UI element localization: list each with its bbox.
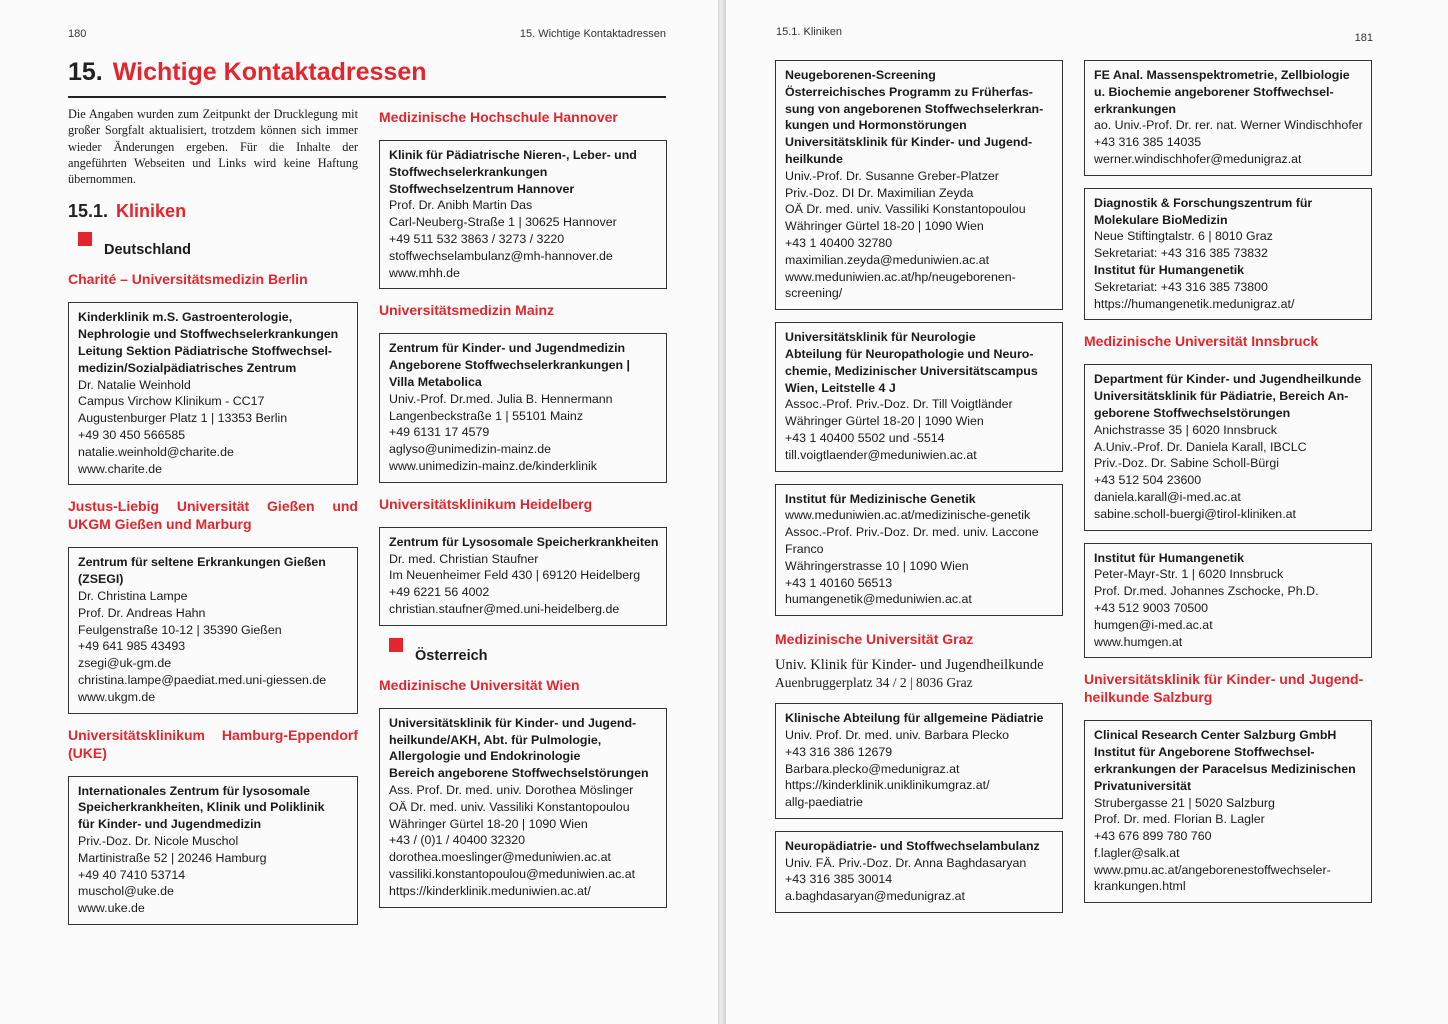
contact-line: +43 512 9003 70500 [1094,600,1209,615]
contact-title-line: Universitätsklinik für Kinder- und Jugend- [785,135,1033,150]
contact-line: daniela.karall@i-med.ac.at [1094,489,1241,504]
contact-box [379,333,667,482]
contact-line: https://kinderklinik.uniklinikumgraz.at/ [785,778,990,793]
contact-line: www.mhh.de [389,265,460,280]
contact-line: www.humgen.at [1094,634,1183,649]
institution-heading: Medizinische Universität Wien [379,676,580,693]
contact-title-line: Allergologie und Endokrinologie [389,749,581,764]
contact-line: +43 316 385 14035 [1094,135,1202,150]
contact-line: www.charite.de [78,461,163,476]
contact-title-line: Neuropädiatrie- und Stoffwechselambulanz [785,838,1040,853]
contact-line: +43 316 385 30014 [785,872,893,887]
contact-title-line: Zentrum für Lysosomale Speicherkrankheiten [389,534,659,549]
contact-line: ao. Univ.-Prof. Dr. rer. nat. Werner Windischhofer [1094,118,1363,133]
contact-line: OÄ Dr. med. univ. Vassiliki Konstantopoulou [389,799,630,814]
contact-line: Im Neuenheimer Feld 430 | 69120 Heidelberg [389,568,641,583]
contact-line: Prof. Dr. Andreas Hahn [78,605,206,620]
contact-line: werner.windischhofer@medunigraz.at [1094,151,1302,166]
contact-title-line: kungen und Hormonstörungen [785,118,967,133]
contact-line: +43 676 899 780 760 [1094,829,1212,844]
contact-line: www.unimedizin-mainz.de/kinderklinik [389,458,597,473]
contact-line: Dr. med. Christian Staufner [389,551,539,566]
contact-line: Währinger Gürtel 18-20 | 1090 Wien [389,816,588,831]
clinic-address: Auenbruggerplatz 34 / 2 | 8036 Graz [775,675,973,691]
contact-title-line: Institut für Humangenetik [1094,550,1245,565]
contact-line: +43 1 40160 56513 [785,575,893,590]
contact-line: natalie.weinhold@charite.de [78,444,234,459]
contact-line: Neue Stiftingtalstr. 6 | 8010 Graz [1094,229,1273,244]
institution-heading: Universitätsklinikum Hamburg-Eppendorf (UKE) [68,726,358,761]
contact-line: f.lagler@salk.at [1094,845,1180,860]
institution-list [1084,332,1372,903]
contact-line: dorothea.moeslinger@meduniwien.ac.at [389,850,611,865]
chapter-title [68,58,666,98]
institution-heading: Universitätsklinik für Kinder- und Jugend-heilkunde Salzburg [1084,671,1364,706]
institution-list [68,270,358,925]
contact-line: Priv.-Doz. DI Dr. Maximilian Zeyda [785,185,974,200]
contact-line: +49 641 985 43493 [78,639,186,654]
contact-title-line: Universitätsklinik für Pädiatrie, Bereich An- [1094,389,1349,404]
contact-title-line: Angeborene Stoffwechselerkrankungen | [389,358,631,373]
country-heading-deutschland [78,232,358,258]
contact-title-line: Institut für Angeborene Stoffwechsel- [1094,745,1315,760]
contact-title-line: Molekulare BioMedizin [1094,212,1228,227]
contact-line: Univ.-Prof. Dr. Susanne Greber-Platzer [785,168,999,183]
contact-line: Barbara.plecko@medunigraz.at [785,761,960,776]
chapter-title-text: Wichtige Kontaktadressen [112,58,427,86]
contact-line: a.baghdasaryan@medunigraz.at [785,889,965,904]
contact-line: humgen@i-med.ac.at [1094,617,1213,632]
institution-heading: Universitätsklinikum Heidelberg [379,495,593,512]
chapter-number: 15. [68,58,103,86]
contact-box [68,302,358,485]
contact-line: Währinger Gürtel 18-20 | 1090 Wien [785,219,984,234]
institution-heading: Justus-Liebig Universität Gießen und UKGM Gießen und Marburg [68,498,358,533]
contact-line: stoffwechselambulanz@mh-hannover.de [389,248,613,263]
contact-box [379,527,667,626]
right-page [726,0,1448,1024]
contact-line: Carl-Neuberg-Straße 1 | 30625 Hannover [389,215,617,230]
contact-line: Univ. FÄ. Priv.-Doz. Dr. Anna Baghdasaryan [785,855,1027,870]
contact-title-line: Abteilung für Neuropathologie und Neuro- [785,346,1034,361]
section-title-text: Kliniken [116,201,187,222]
contact-line: Sekretariat: +43 316 385 73832 [1094,246,1268,261]
contact-line: https://humangenetik.medunigraz.at/ [1094,296,1295,311]
institution-list [379,108,667,626]
contact-line: krankungen.html [1094,879,1186,894]
contact-box [68,547,358,713]
contact-box [775,831,1063,913]
contact-line: Dr. Christina Lampe [78,589,188,604]
contact-title-line: erkrankungen der Paracelsus Medizinischen [1094,761,1356,776]
contact-title-line: medizin/Sozialpädiatrisches Zentrum [78,360,297,375]
contact-title-line: Privatuniversität [1094,778,1192,793]
contact-box [775,322,1063,471]
institution-heading: Medizinische Universität Graz [775,631,974,648]
right-column-1 [775,60,1063,925]
contact-title-line: Stoffwechselerkrankungen [389,164,548,179]
contact-title-line: Klinik für Pädiatrische Nieren-, Leber- und [389,148,637,162]
contact-title-line: Stoffwechselzentrum Hannover [389,181,575,196]
contact-line: OÄ Dr. med. univ. Vassiliki Konstantopoulou [785,202,1026,217]
contact-title-line: Kinderklinik m.S. Gastroenterologie, [78,310,293,325]
contact-line: +43 512 504 23600 [1094,473,1202,488]
contact-title-line: u. Biochemie angeborener Stoffwechsel- [1094,84,1334,99]
contact-line: aglyso@unimedizin-mainz.de [389,442,552,457]
box-list [1084,60,1372,320]
contact-line: Assoc.-Prof. Priv.-Doz. Dr. Till Voigtländer [785,397,1013,412]
contact-line: +49 40 7410 53714 [78,867,186,882]
contact-title-line: Wien, Leitstelle 4 J [785,380,896,395]
country-heading-oesterreich [389,638,667,664]
page-number: 181 [1354,32,1373,44]
contact-line: Anichstrasse 35 | 6020 Innsbruck [1094,422,1277,437]
contact-title-line: Universitätsklinik für Neurologie [785,330,976,345]
contact-line: till.voigtlaender@meduniwien.ac.at [785,447,977,462]
contact-box [1084,720,1372,903]
contact-line: www.meduniwien.ac.at/medizinische-genetik [785,508,1031,523]
contact-title-line: Zentrum für Kinder- und Jugendmedizin [389,341,626,356]
running-head: 15. Wichtige Kontaktadressen [519,28,666,40]
contact-line: zsegi@uk-gm.de [78,656,172,671]
contact-line: +43 316 386 12679 [785,744,893,759]
contact-box [775,484,1063,617]
running-head: 15.1. Kliniken [776,26,843,38]
contact-title-line: chemie, Medizinischer Universitätscampus [785,363,1038,378]
section-number: 15.1. [68,201,109,222]
contact-title-line: Leitung Sektion Pädiatrische Stoffwechsel- [78,344,333,359]
contact-line: Univ.-Prof. Dr.med. Julia B. Hennermann [389,391,613,406]
contact-line: Ass. Prof. Dr. med. univ. Dorothea Möslinger [389,782,634,797]
contact-line: +49 6131 17 4579 [389,425,490,440]
contact-title-line: Institut für Humangenetik [1094,262,1245,277]
contact-title-line: Nephrologie und Stoffwechselerkrankungen [78,327,339,342]
red-square-icon [78,232,92,246]
contact-line: +49 30 450 566585 [78,428,186,443]
contact-line: Langenbeckstraße 1 | 55101 Mainz [389,408,584,423]
contact-line: +43 / (0)1 / 40400 32320 [389,833,526,848]
contact-line: Peter-Mayr-Str. 1 | 6020 Innsbruck [1094,567,1284,582]
contact-line: christina.lampe@paediat.med.uni-giessen.de [78,673,327,688]
contact-line: www.pmu.ac.at/angeborenestoffwechseler- [1094,862,1331,877]
contact-line: sabine.scholl-buergi@tirol-kliniken.at [1094,506,1296,521]
contact-line: A.Univ.-Prof. Dr. Daniela Karall, IBCLC [1094,439,1307,454]
contact-title-line: heilkunde/AKH, Abt. für Pulmologie, [389,732,602,747]
contact-line: maximilian.zeyda@meduniwien.ac.at [785,252,990,267]
contact-line: Martinistraße 52 | 20246 Hamburg [78,850,267,865]
institution-heading: Charité – Universitätsmedizin Berlin [68,271,308,288]
contact-title-line: FE Anal. Massenspektrometrie, Zellbiologie [1094,68,1350,82]
contact-line: humangenetik@meduniwien.ac.at [785,592,972,607]
contact-box [68,776,358,925]
contact-title-line: geborene Stoffwechselstörungen [1094,405,1291,420]
contact-title-line: Speicherkrankheiten, Klinik und Poliklinik [78,800,325,815]
contact-line: +49 6221 56 4002 [389,585,490,600]
contact-line: Franco [785,541,824,556]
contact-line: Priv.-Doz. Dr. Sabine Scholl-Bürgi [1094,456,1280,471]
contact-box [379,140,667,289]
contact-box [1084,543,1372,659]
contact-line: Prof. Dr. med. Florian B. Lagler [1094,812,1265,827]
contact-line: https://kinderklinik.meduniwien.ac.at/ [389,883,591,898]
contact-line: Währinger Gürtel 18-20 | 1090 Wien [785,414,984,429]
contact-line: Univ. Prof. Dr. med. univ. Barbara Plecko [785,727,1010,742]
contact-line: Währingerstrasse 10 | 1090 Wien [785,558,969,573]
contact-title-line: Villa Metabolica [389,374,482,389]
contact-title-line: Internationales Zentrum für lysosomale [78,783,311,798]
red-square-icon [389,638,403,652]
contact-title-line: Zentrum für seltene Erkrankungen Gießen [78,555,326,570]
institution-list [379,676,667,908]
contact-title-line: Bereich angeborene Stoffwechselstörungen [389,766,649,781]
contact-line: Feulgenstraße 10-12 | 35390 Gießen [78,622,282,637]
contact-line: allg-paediatrie [785,795,863,810]
contact-box [1084,60,1372,176]
contact-title-line: Diagnostik & Forschungszentrum für [1094,195,1313,210]
right-column-2 [1084,60,1372,915]
contact-box [379,708,667,908]
contact-line: www.meduniwien.ac.at/hp/neugeborenen- [785,269,1016,284]
contact-title-line: Klinische Abteilung für allgemeine Pädiatrie [785,711,1044,726]
institution-heading: Medizinische Universität Innsbruck [1084,333,1319,350]
contact-title-line: Clinical Research Center Salzburg GmbH [1094,728,1337,743]
contact-line: screening/ [785,286,843,301]
intro-paragraph: Die Angaben wurden zum Zeitpunkt der Drucklegung mit großer Sorgfalt aktualisiert, trotzdem können sich immer wieder Änderungen ergeben. Für die Inhalte der angeführten Webseiten und Links wird keine Haftung übernommen. [68,107,358,187]
contact-box [775,60,1063,310]
left-column-1 [68,106,358,937]
contact-box [1084,188,1372,321]
section-title [68,201,358,222]
box-list [775,60,1063,616]
contact-box [775,703,1063,819]
contact-line: vassiliki.konstantopoulou@meduniwien.ac.at [389,866,636,881]
country-label: Deutschland [104,242,192,259]
contact-line: Strubergasse 21 | 5020 Salzburg [1094,795,1275,810]
left-column-2 [379,96,667,920]
contact-line: muschol@uke.de [78,884,174,899]
book-spine [718,0,726,1024]
clinic-name: Univ. Klinik für Kinder- und Jugendheilkunde [775,657,1044,674]
contact-title-line: Österreichisches Programm zu Früherfas- [785,84,1033,99]
contact-title-line: sung von angeborenen Stoffwechselerkran- [785,101,1044,116]
contact-line: Prof. Dr.med. Johannes Zschocke, Ph.D. [1094,584,1319,599]
contact-title-line: Institut für Medizinische Genetik [785,491,976,506]
contact-line: Prof. Dr. Anibh Martin Das [389,198,533,213]
contact-line: Assoc.-Prof. Priv.-Doz. Dr. med. univ. Laccone [785,525,1039,540]
contact-line: christian.staufner@med.uni-heidelberg.de [389,601,620,616]
left-page [0,0,718,1024]
contact-line: Campus Virchow Klinikum - CC17 [78,394,265,409]
contact-line: +49 511 532 3863 / 3273 / 3220 [389,231,565,246]
contact-line: +43 1 40400 5502 und -5514 [785,430,945,445]
contact-line: Dr. Natalie Weinhold [78,377,191,392]
country-label: Österreich [415,647,488,664]
contact-title-line: Department für Kinder- und Jugendheilkunde [1094,372,1362,387]
contact-line: Augustenburger Platz 1 | 13353 Berlin [78,411,288,426]
contact-line: www.ukgm.de [78,689,156,704]
contact-line: Priv.-Doz. Dr. Nicole Muschol [78,834,239,849]
contact-line: www.uke.de [78,901,145,916]
plain-address [775,656,1063,691]
contact-box [1084,364,1372,530]
contact-title-line: Neugeborenen-Screening [785,68,936,82]
box-list [775,703,1063,913]
page-number: 180 [68,28,87,40]
contact-title-line: erkrankungen [1094,101,1176,116]
contact-title-line: für Kinder- und Jugendmedizin [78,817,262,832]
contact-title-line: heilkunde [785,151,843,166]
contact-line: Sekretariat: +43 316 385 73800 [1094,279,1268,294]
institution-heading: Universitätsmedizin Mainz [379,302,555,319]
contact-line: +43 1 40400 32780 [785,235,893,250]
institution-heading: Medizinische Hochschule Hannover [379,109,618,125]
contact-title-line: Universitätsklinik für Kinder- und Jugend- [389,715,637,730]
contact-title-line: (ZSEGI) [78,572,124,587]
